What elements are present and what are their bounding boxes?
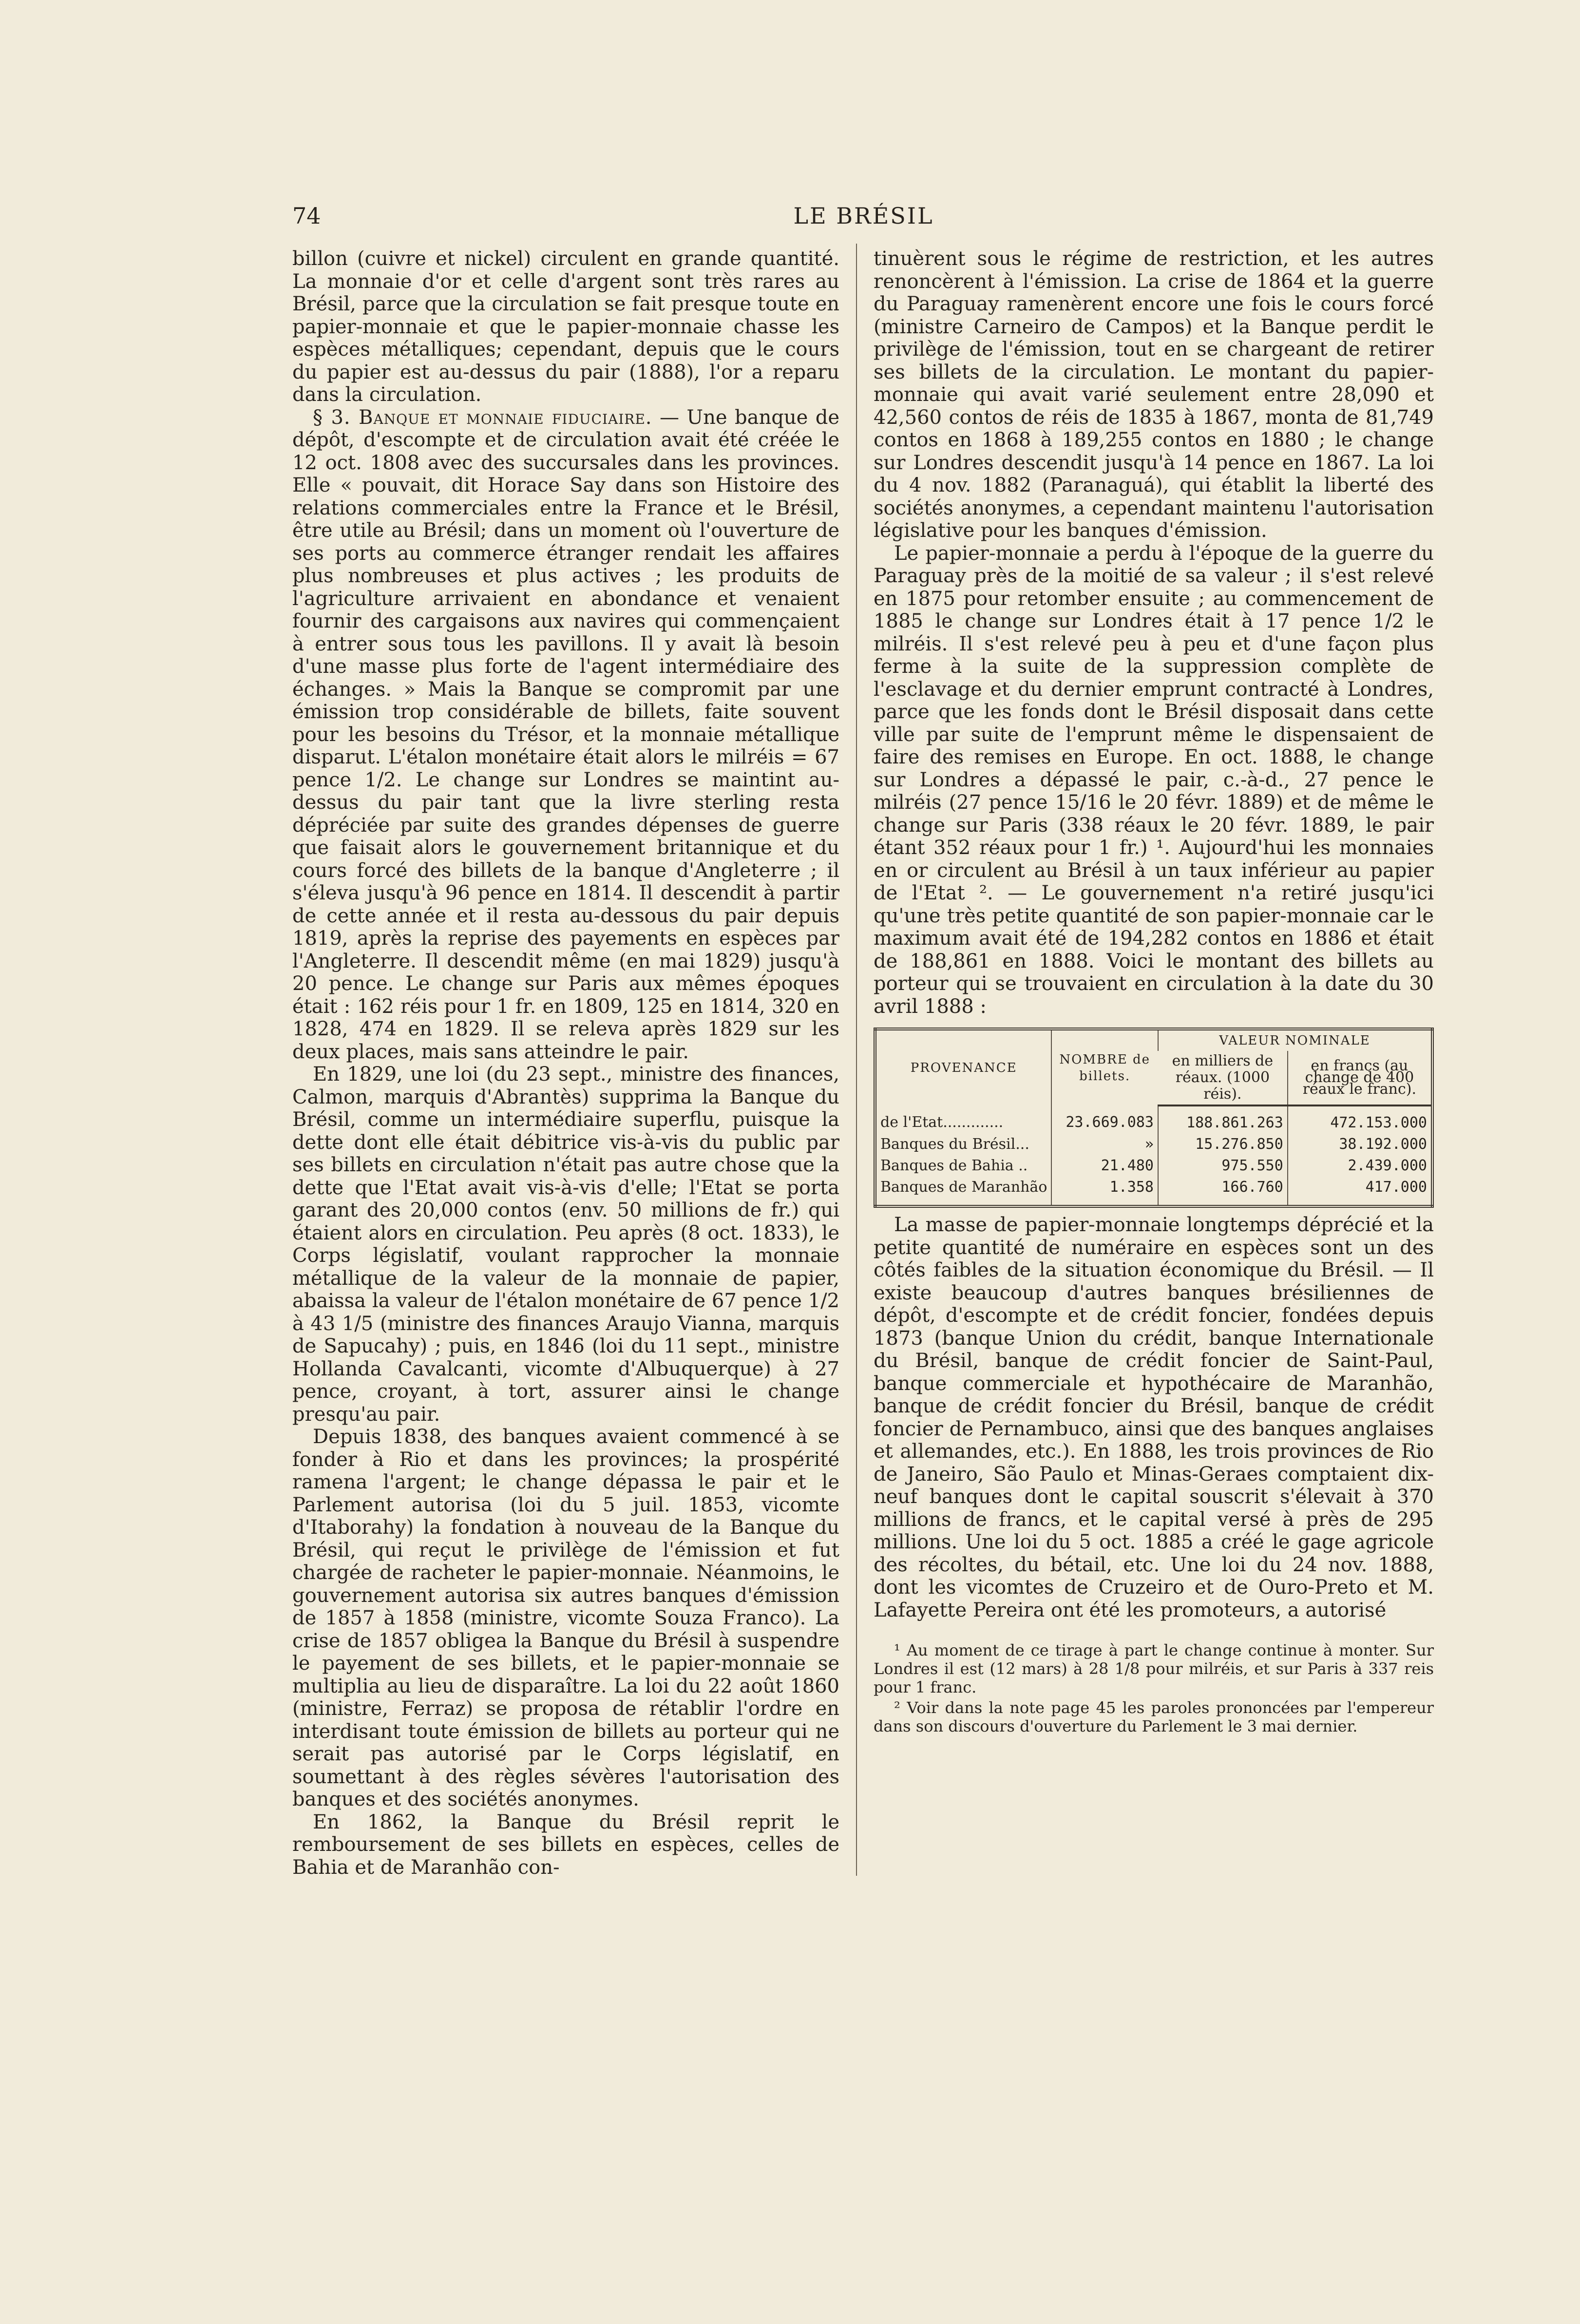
footnotes <box>874 1641 1434 1735</box>
col-milliers: en milliers de réaux. (1000 réis). <box>1158 1051 1288 1105</box>
running-title: LE BRÉSIL <box>793 203 934 229</box>
table-row: de l'Etat............. 23.669.083 188.861.263 472.153.000 <box>875 1105 1432 1134</box>
table-row: Banques de Maranhão 1.358 166.760 417.000 <box>875 1177 1432 1206</box>
section-heading: § 3. Banque et monnaie fiduciaire. <box>313 406 652 429</box>
banknotes-table <box>874 1028 1434 1208</box>
paragraph: billon (cuivre et nickel) circulent en grande quantité. La monnaie d'or et celle d'argent sont très rares au Brésil, parce que la circulation se fait presque toute en papier-monnaie et que le papier-monnaie chasse les espèces métalliques; cependant, depuis que le cours du papier est au-dessus du pair (1888), l'or a reparu dans la circulation. <box>292 248 839 406</box>
footnote: ¹ Au moment de ce tirage à part le change continue à monter. Sur Londres il est (12 mars) à 28 1/8 pour milréis, et sur Paris à 337 reis pour 1 franc. <box>874 1641 1434 1696</box>
section-text: — Une banque de dépôt, d'escompte et de circulation avait été créée le 12 oct. 1808 avec des succursales dans les provinces. Elle « pouvait, dit Horace Say dans son Histoire des relations commerciales entre la France et le Brésil, être utile au Brésil; dans un moment où l'ouverture de ses ports au commerce étranger rendait les affaires plus nombreuses et plus actives ; les produits de l'agriculture arrivaient en abondance et venaient fournir des cargaisons aux navires qui commençaient à entrer sous tous les pavillons. Il y avait là besoin d'une masse plus forte de l'agent intermédiaire des échanges. » Mais la Banque se compromit par une émission trop considérable de billets, faite souvent pour les besoins du Trésor, et la monnaie métallique disparut. L'étalon monétaire était alors le milréis = 67 pence 1/2. Le change sur Londres se maintint au-dessus du pair tant que la livre sterling resta dépréciée par suite des grandes dépenses de guerre que faisait alors le gouvernement britannique et du cours forcé des billets de la banque d'Angleterre ; il s'éleva jusqu'à 96 pence en 1814. Il descendit à partir de cette année et il resta au-dessous du pair depuis 1819, après la reprise des payements en espèces par l'Angleterre. Il descendit même (en mai 1829) jusqu'à 20 pence. Le change sur Paris aux mêmes époques était : 162 réis pour 1 fr. en 1809, 125 en 1814, 320 en 1828, 474 en 1829. Il se releva après 1829 sur les deux places, mais sans atteindre le pair. <box>292 406 839 1063</box>
col-nombre: NOMBRE de billets. <box>1051 1029 1158 1105</box>
paragraph: tinuèrent sous le régime de restriction, et les autres renoncèrent à l'émission. La crise de 1864 et la guerre du Paraguay ramenèrent encore une fois le cours forcé (ministre Carneiro de Campos) et la Banque perdit le privilège de l'émission, tout en se chargeant de retirer ses billets de la circulation. Le montant du papier-monnaie qui avait varié seulement entre 28,090 et 42,560 contos de réis de 1835 à 1867, monta de 81,749 contos en 1868 à 189,255 contos en 1880 ; le change sur Londres descendit jusqu'à 14 pence en 1867. La loi du 4 nov. 1882 (Paranaguá), qui établit la liberté des sociétés anonymes, a cependant maintenu l'autorisation législative pour les banques d'émission. <box>874 248 1434 542</box>
page-number: 74 <box>292 203 321 229</box>
paragraph: En 1829, une loi (du 23 sept., ministre des finances, Calmon, marquis d'Abrantès) supprima la Banque du Brésil, comme un intermédiaire superflu, puisque la dette dont elle était débitrice vis-à-vis du public par ses billets en circulation n'était pas autre chose que la dette que l'Etat avait vis-à-vis d'elle; l'Etat se porta garant des 20,000 contos (env. 50 millions de fr.) qui étaient alors en circulation. Peu après (8 oct. 1833), le Corps législatif, voulant rapprocher la monnaie métallique de la valeur de la monnaie de papier, abaissa la valeur de l'étalon monétaire de 67 pence 1/2 à 43 1/5 (ministre des finances Araujo Vianna, marquis de Sapucahy) ; puis, en 1846 (loi du 11 sept., ministre Hollanda Cavalcanti, vicomte d'Albuquerque) à 27 pence, croyant, à tort, assurer ainsi le change presqu'au pair. <box>292 1063 839 1426</box>
col-francs: en francs (au change de 400 réaux le franc). <box>1288 1051 1432 1105</box>
paragraph: Le papier-monnaie a perdu à l'époque de la guerre du Paraguay près de la moitié de sa valeur ; il s'est relevé en 1875 pour retomber ensuite ; au commencement de 1885 le change sur Londres était à 17 pence 1/2 le milréis. Il s'est relevé peu à peu et d'une façon plus ferme à la suite de la suppression complète de l'esclavage et du dernier emprunt contracté à Londres, parce que les fonds dont le Brésil disposait dans cette ville par suite de l'emprunt même le dispensaient de faire des remises en Europe. En oct. 1888, le change sur Londres a dépassé le pair, c.-à-d., 27 pence le milréis (27 pence 15/16 le 20 févr. 1889) et de même le change sur Paris (338 réaux le 20 févr. 1889, le pair étant 352 réaux pour 1 fr.) ¹. Aujourd'hui les monnaies en or circulent au Brésil à un taux inférieur au papier de l'Etat ². — Le gouvernement n'a retiré jusqu'ici qu'une très petite quantité de son papier-monnaie car le maximum avait été de 194,282 contos en 1886 et était de 188,861 en 1888. Voici le montant des billets au porteur qui se trouvaient en circulation à la date du 30 avril 1888 : <box>874 542 1434 1018</box>
table-row: Banques du Brésil... » 15.276.850 38.192.000 <box>875 1134 1432 1155</box>
paragraph: Depuis 1838, des banques avaient commencé à se fonder à Rio et dans les provinces; la prospérité ramena l'argent; le change dépassa le pair et le Parlement autorisa (loi du 5 juil. 1853, vicomte d'Itaborahy) la fondation à nouveau de la Banque du Brésil, qui reçut le privilège de l'émission et fut chargée de racheter le papier-monnaie. Néanmoins, le gouvernement autorisa six autres banques d'émission de 1857 à 1858 (ministre, vicomte Souza Franco). La crise de 1857 obligea la Banque du Brésil à suspendre le payement de ses billets, et le papier-monnaie se multiplia au lieu de disparaître. La loi du 22 août 1860 (ministre, Ferraz) se proposa de rétablir l'ordre en interdisant toute émission de billets au porteur qui ne serait pas autorisé par le Corps législatif, en soumettant à des règles sévères l'autorisation des banques et des sociétés anonymes. <box>292 1426 839 1810</box>
page-header <box>292 203 1435 237</box>
footnote: ² Voir dans la note page 45 les paroles prononcées par l'empereur dans son discours d'ouverture du Parlement le 3 mai dernier. <box>874 1698 1434 1735</box>
col-provenance: PROVENANCE <box>910 1061 1017 1075</box>
paragraph: En 1862, la Banque du Brésil reprit le remboursement de ses billets en espèces, celles de Bahia et de Maranhão con- <box>292 1810 839 1879</box>
section-paragraph <box>292 406 839 1064</box>
column-divider <box>856 244 857 1876</box>
table-row: Banques de Bahia .. 21.480 975.550 2.439.000 <box>875 1155 1432 1177</box>
left-column <box>292 248 839 1879</box>
col-group-valeur: VALEUR NOMINALE <box>1158 1029 1432 1051</box>
paragraph: La masse de papier-monnaie longtemps déprécié et la petite quantité de numéraire en espèces sont un des côtés faibles de la situation économique du Brésil. — Il existe beaucoup d'autres banques brésiliennes de dépôt, d'escompte et de crédit foncier, fondées depuis 1873 (banque Union du crédit, banque Internationale du Brésil, banque de crédit foncier de Saint-Paul, banque commerciale et hypothécaire de Maranhão, banque de crédit foncier du Brésil, banque de crédit foncier de Pernambuco, ainsi que des banques anglaises et allemandes, etc.). En 1888, les trois provinces de Rio de Janeiro, São Paulo et Minas-Geraes comptaient dix-neuf banques dont le capital souscrit s'élevait à 370 millions de francs, et le capital versé à près de 295 millions. Une loi du 5 oct. 1885 a créé le gage agricole des récoltes, du bétail, etc. Une loi du 24 nov. 1888, dont les vicomtes de Cruzeiro et de Ouro-Preto et M. Lafayette Pereira ont été les promoteurs, a autorisé <box>874 1214 1434 1621</box>
right-column <box>874 248 1434 1737</box>
